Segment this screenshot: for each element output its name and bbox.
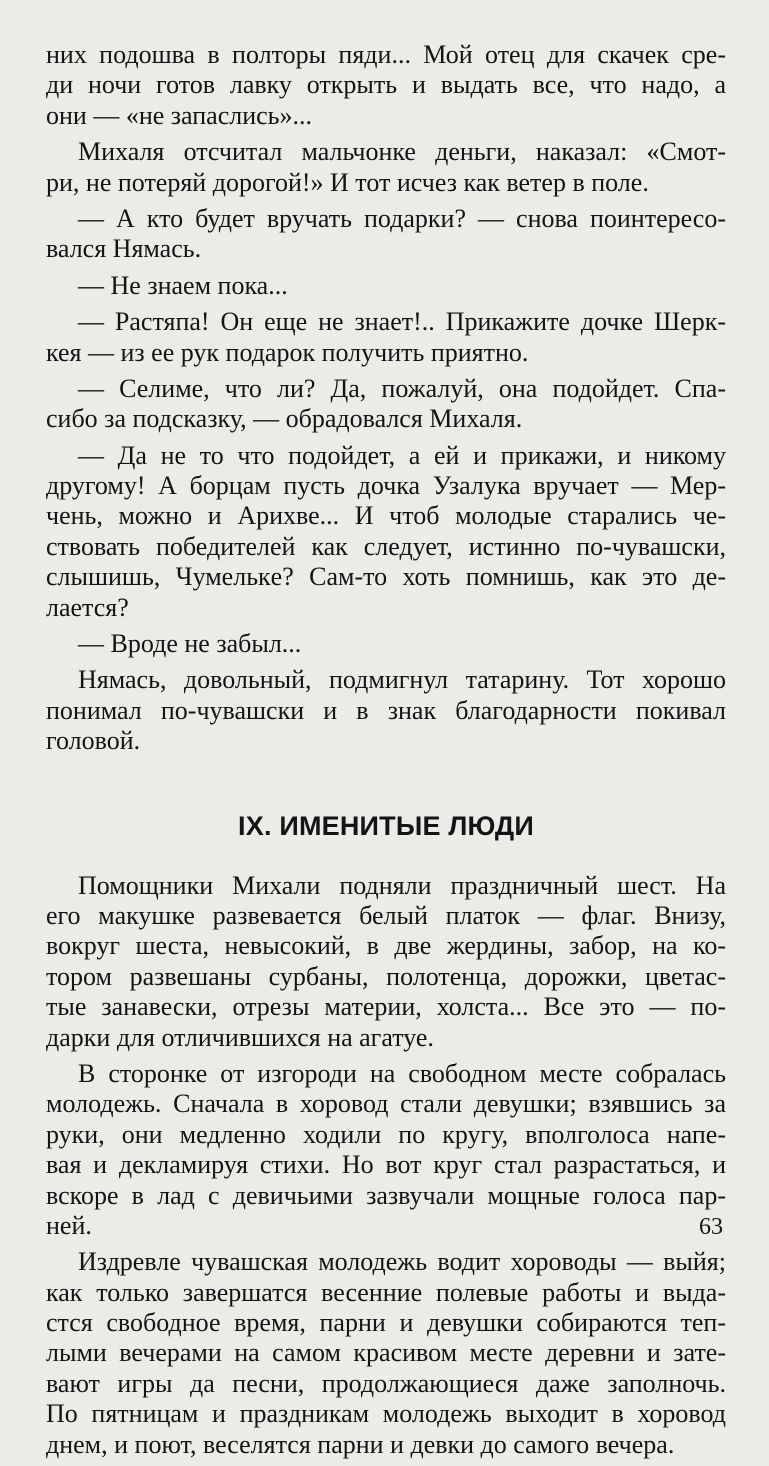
text-line: В сторонке от изгороди на свободном месте собралась bbox=[78, 1058, 726, 1088]
text-line: По пятницам и праздникам молодежь выходит в хоровод bbox=[46, 1399, 726, 1429]
paragraph bbox=[46, 40, 726, 131]
chapter-heading: IX. ИМЕНИТЫЕ ЛЮДИ bbox=[238, 810, 534, 841]
text-line: другому! А борцам пусть дочка Узалука вручает — Мер- bbox=[46, 471, 726, 501]
text-line: днем, и поют, веселятся парни и девки до самого вечера. bbox=[46, 1429, 675, 1459]
text-line: головой. bbox=[46, 726, 141, 756]
book-page bbox=[46, 40, 726, 1466]
text-line: ди ночи готов лавку открыть и выдать все, что надо, а bbox=[46, 70, 726, 100]
text-line: кея — из ее рук подарок получить приятно. bbox=[46, 337, 529, 367]
text-line: них подошва в полторы пяди... Мой отец для скачек сре- bbox=[46, 40, 726, 69]
text-line: лыми вечерами на самом красивом месте деревни и зате- bbox=[46, 1338, 726, 1368]
text-line: вался Нямась. bbox=[46, 234, 202, 264]
text-line: они — «не запаслись»... bbox=[46, 100, 313, 130]
paragraph bbox=[46, 871, 726, 1053]
text-line: — Вроде не забыл... bbox=[78, 629, 302, 659]
paragraph bbox=[46, 1059, 726, 1241]
text-line: понимал по-чувашски и в знак благодарности покивал bbox=[46, 695, 726, 725]
text-line: чень, можно и Арихве... И чтоб молодые старались че- bbox=[46, 501, 726, 531]
paragraph bbox=[46, 204, 726, 265]
text-line: сибо за подсказку, — обрадовался Михаля. bbox=[46, 404, 523, 434]
text-line: молодежь. Сначала в хоровод стали девушки; взявшись за bbox=[46, 1089, 726, 1119]
text-line: Нямась, довольный, подмигнул татарину. Тот хорошо bbox=[78, 665, 726, 695]
text-line: ствовать победителей как следует, истинно по-чувашски, bbox=[46, 531, 726, 561]
paragraph bbox=[46, 307, 726, 368]
text-line: Михаля отсчитал мальчонке деньги, наказал: «Смот- bbox=[78, 137, 726, 167]
text-line: — Да не то что подойдет, а ей и прикажи, и никому bbox=[78, 440, 726, 470]
text-line: — Селиме, что ли? Да, пожалуй, она подойдет. Спа- bbox=[78, 373, 726, 403]
text-line: вскоре в лад с девичьими зазвучали мощные голоса пар- bbox=[46, 1180, 726, 1210]
text-line: вают игры да песни, продолжающиеся даже заполночь. bbox=[46, 1368, 726, 1398]
text-line: — А кто будет вручать подарки? — снова поинтересо- bbox=[78, 203, 726, 233]
paragraph bbox=[46, 374, 726, 435]
page-number: 63 bbox=[699, 1214, 723, 1240]
text-line: вокруг шеста, невысокий, в две жердины, забор, на ко- bbox=[46, 931, 726, 961]
paragraph bbox=[46, 665, 726, 756]
text-line: как только завершатся весенние полевые работы и выда- bbox=[46, 1277, 726, 1307]
text-before-heading bbox=[46, 40, 726, 757]
text-line: слышишь, Чумелькe? Сам-то хоть помнишь, как это де- bbox=[46, 562, 726, 592]
paragraph bbox=[46, 137, 726, 198]
text-line: стся свободное время, парни и девушки собираются теп- bbox=[46, 1308, 726, 1338]
text-line: Помощники Михали подняли праздничный шест. На bbox=[78, 870, 726, 900]
paragraph bbox=[46, 629, 726, 659]
text-line: тые занавески, отрезы материи, холста... Все это — по- bbox=[46, 992, 726, 1022]
text-line: руки, они медленно ходили по кругу, вполголоса напе- bbox=[46, 1119, 726, 1149]
text-line: — Не знаем пока... bbox=[78, 270, 288, 300]
text-line: ри, не потеряй дорогой!» И тот исчез как ветер в поле. bbox=[46, 167, 649, 197]
text-line: тором развешаны сурбаны, полотенца, дорожки, цветас- bbox=[46, 961, 726, 991]
text-after-heading bbox=[46, 871, 726, 1460]
text-line: ней. bbox=[46, 1210, 92, 1240]
text-line: его макушке развевается белый платок — флаг. Внизу, bbox=[46, 900, 726, 930]
paragraph bbox=[46, 271, 726, 301]
paragraph bbox=[46, 1247, 726, 1460]
paragraph bbox=[46, 441, 726, 623]
text-line: лается? bbox=[46, 592, 129, 622]
text-line: — Растяпа! Он еще не знает!.. Прикажите дочке Шерк- bbox=[78, 307, 726, 337]
text-line: Издревле чувашская молодежь водит хороводы — выйя; bbox=[78, 1247, 726, 1277]
text-line: вая и декламируя стихи. Но вот круг стал разрастаться, и bbox=[46, 1150, 726, 1180]
text-line: дарки для отличившихся на агатуе. bbox=[46, 1022, 434, 1052]
